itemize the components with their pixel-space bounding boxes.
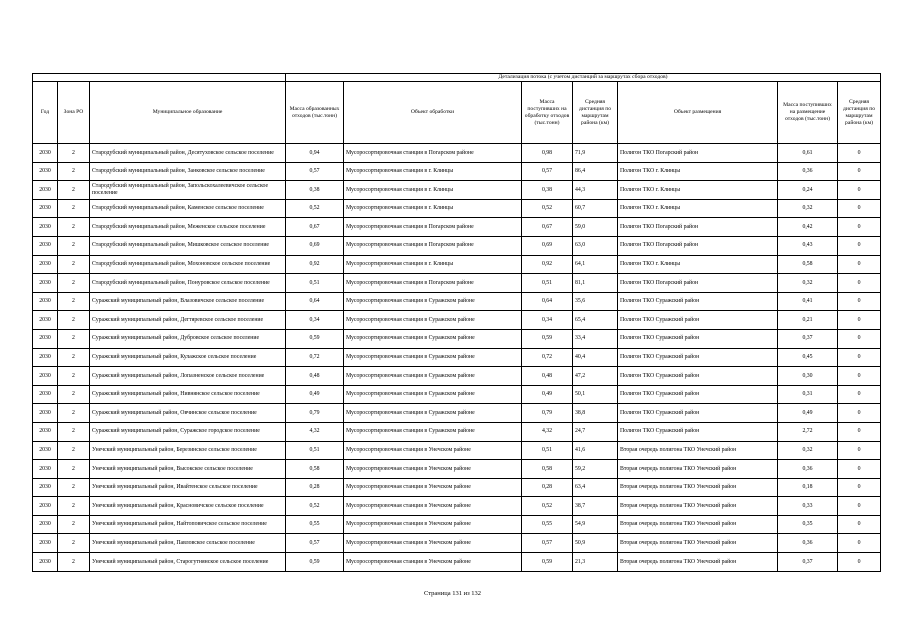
- col-year-cell: 2030: [33, 441, 58, 460]
- col-distance-disposal-cell: 0: [838, 422, 881, 441]
- col-mass-processed-cell: 0,48: [522, 367, 573, 386]
- col-distance-disposal-cell: 0: [838, 404, 881, 423]
- col-municipality-cell: Стародубский муниципальный район, Мишковское сельское поселение: [90, 236, 286, 255]
- table-row: [33, 497, 881, 516]
- col-zone-cell: 2: [58, 367, 90, 386]
- col-zone-header: Зона РО: [58, 82, 90, 144]
- col-mass-disposed-cell: 0,49: [778, 404, 838, 423]
- col-distance-processing-cell: 63,0: [573, 236, 618, 255]
- col-processing-object-cell: Мусоросортировочная станция в Унечском районе: [344, 534, 522, 553]
- col-mass-generated-cell: 0,49: [286, 385, 344, 404]
- col-processing-object-cell: Мусоросортировочная станция в Погарском районе: [344, 218, 522, 237]
- col-disposal-object-cell: Вторая очередь полигона ТКО Унечский район: [618, 497, 778, 516]
- col-zone-cell: 2: [58, 274, 90, 293]
- col-distance-processing-cell: 60,7: [573, 199, 618, 218]
- col-distance-disposal-cell: 0: [838, 255, 881, 274]
- col-year-cell: 2030: [33, 292, 58, 311]
- col-distance-disposal-cell: 0: [838, 348, 881, 367]
- col-distance-disposal-cell: 0: [838, 236, 881, 255]
- col-year-cell: 2030: [33, 255, 58, 274]
- col-year-cell: 2030: [33, 311, 58, 330]
- col-processing-object-cell: Мусоросортировочная станция в Суражском районе: [344, 348, 522, 367]
- col-distance-disposal-cell: 0: [838, 460, 881, 479]
- col-municipality-cell: Суражский муниципальный район, Дегтяревское сельское поселение: [90, 311, 286, 330]
- col-year-cell: 2030: [33, 422, 58, 441]
- col-distance-disposal-header: Средняя дистанция по маршрутам района (км): [838, 82, 881, 144]
- col-mass-generated-cell: 0,92: [286, 255, 344, 274]
- col-year-cell: 2030: [33, 497, 58, 516]
- col-mass-generated-cell: 0,57: [286, 162, 344, 181]
- col-distance-processing-cell: 35,6: [573, 292, 618, 311]
- col-distance-processing-cell: 50,9: [573, 534, 618, 553]
- col-distance-disposal-cell: 0: [838, 367, 881, 386]
- col-distance-processing-cell: 50,1: [573, 385, 618, 404]
- col-municipality-cell: Унечский муниципальный район, Березинское сельское поселение: [90, 441, 286, 460]
- col-mass-generated-cell: 0,79: [286, 404, 344, 423]
- col-municipality-cell: Суражский муниципальный район, Овчинское сельское поселение: [90, 404, 286, 423]
- col-mass-generated-cell: 0,58: [286, 460, 344, 479]
- col-distance-disposal-cell: 0: [838, 329, 881, 348]
- col-mass-generated-cell: 0,34: [286, 311, 344, 330]
- col-processing-object-cell: Мусоросортировочная станция в Погарском районе: [344, 144, 522, 163]
- col-disposal-object-cell: Полигон ТКО г. Клинцы: [618, 162, 778, 181]
- col-mass-disposed-cell: 0,36: [778, 534, 838, 553]
- col-mass-processed-cell: 0,72: [522, 348, 573, 367]
- col-disposal-object-cell: Полигон ТКО Суражский район: [618, 422, 778, 441]
- col-mass-disposed-cell: 0,24: [778, 181, 838, 200]
- col-mass-processed-cell: 0,58: [522, 460, 573, 479]
- col-distance-disposal-cell: 0: [838, 441, 881, 460]
- col-year-cell: 2030: [33, 236, 58, 255]
- col-mass-generated-cell: 0,52: [286, 497, 344, 516]
- col-processing-object-cell: Мусоросортировочная станция в Унечском районе: [344, 553, 522, 572]
- col-disposal-object-cell: Вторая очередь полигона ТКО Унечский район: [618, 553, 778, 572]
- col-mass-processed-cell: 0,51: [522, 274, 573, 293]
- col-year-cell: 2030: [33, 460, 58, 479]
- table-row: [33, 236, 881, 255]
- col-municipality-cell: Стародубский муниципальный район, Мохоновское сельское поселение: [90, 255, 286, 274]
- col-mass-generated-cell: 0,51: [286, 274, 344, 293]
- col-processing-object-cell: Мусоросортировочная станция в Унечском районе: [344, 478, 522, 497]
- col-processing-object-cell: Мусоросортировочная станция в Суражском районе: [344, 329, 522, 348]
- col-year-cell: 2030: [33, 274, 58, 293]
- col-year-cell: 2030: [33, 162, 58, 181]
- col-distance-processing-cell: 24,7: [573, 422, 618, 441]
- col-mass-disposed-cell: 0,32: [778, 199, 838, 218]
- col-mass-processed-cell: 0,52: [522, 199, 573, 218]
- col-disposal-object-cell: Вторая очередь полигона ТКО Унечский район: [618, 460, 778, 479]
- col-processing-object-cell: Мусоросортировочная станция в Унечском районе: [344, 460, 522, 479]
- col-mass-processed-cell: 0,57: [522, 534, 573, 553]
- table-row: [33, 534, 881, 553]
- col-municipality-cell: Суражский муниципальный район, Нивнянское сельское поселение: [90, 385, 286, 404]
- col-mass-disposed-cell: 0,37: [778, 329, 838, 348]
- table-body: [33, 144, 881, 572]
- col-mass-generated-cell: 0,28: [286, 478, 344, 497]
- col-distance-processing-cell: 38,7: [573, 497, 618, 516]
- col-mass-disposed-cell: 0,42: [778, 218, 838, 237]
- col-mass-processed-cell: 0,28: [522, 478, 573, 497]
- col-distance-processing-header: Средняя дистанция по маршрутам района (км): [573, 82, 618, 144]
- col-distance-processing-cell: 33,4: [573, 329, 618, 348]
- col-mass-generated-cell: 0,51: [286, 441, 344, 460]
- table-title: Детализация потока (с учетом дистанций за маршрутах сбора отходов): [286, 74, 881, 82]
- col-distance-disposal-cell: 0: [838, 515, 881, 534]
- col-year-cell: 2030: [33, 218, 58, 237]
- col-mass-generated-cell: 0,94: [286, 144, 344, 163]
- col-processing-object-cell: Мусоросортировочная станция в Суражском районе: [344, 385, 522, 404]
- col-zone-cell: 2: [58, 348, 90, 367]
- col-year-cell: 2030: [33, 385, 58, 404]
- col-disposal-object-cell: Полигон ТКО г. Клинцы: [618, 181, 778, 200]
- col-processing-object-cell: Мусоросортировочная станция в Унечском районе: [344, 497, 522, 516]
- table-row: [33, 385, 881, 404]
- col-zone-cell: 2: [58, 404, 90, 423]
- col-mass-processed-cell: 0,79: [522, 404, 573, 423]
- col-zone-cell: 2: [58, 236, 90, 255]
- col-year-cell: 2030: [33, 553, 58, 572]
- table-row: [33, 292, 881, 311]
- col-municipality-cell: Суражский муниципальный район, Суражское городское поселение: [90, 422, 286, 441]
- table-row: [33, 199, 881, 218]
- col-mass-disposed-cell: 0,37: [778, 553, 838, 572]
- table-row: [33, 274, 881, 293]
- col-year-cell: 2030: [33, 199, 58, 218]
- col-distance-disposal-cell: 0: [838, 144, 881, 163]
- table-row: [33, 553, 881, 572]
- col-disposal-object-cell: Вторая очередь полигона ТКО Унечский район: [618, 441, 778, 460]
- col-distance-disposal-cell: 0: [838, 199, 881, 218]
- col-distance-processing-cell: 41,6: [573, 441, 618, 460]
- table-row: [33, 348, 881, 367]
- col-mass-processed-cell: 0,49: [522, 385, 573, 404]
- col-processing-object-cell: Мусоросортировочная станция в Погарском районе: [344, 236, 522, 255]
- col-mass-processed-cell: 0,59: [522, 329, 573, 348]
- table-row: [33, 441, 881, 460]
- col-municipality-cell: Суражский муниципальный район, Дубровское сельское поселение: [90, 329, 286, 348]
- col-disposal-object-cell: Полигон ТКО Суражский район: [618, 292, 778, 311]
- col-mass-processed-cell: 0,92: [522, 255, 573, 274]
- col-zone-cell: 2: [58, 255, 90, 274]
- col-processing-object-cell: Мусоросортировочная станция в Суражском районе: [344, 422, 522, 441]
- col-distance-disposal-cell: 0: [838, 274, 881, 293]
- col-mass-generated-cell: 0,38: [286, 181, 344, 200]
- col-distance-disposal-cell: 0: [838, 181, 881, 200]
- col-mass-processed-cell: 0,69: [522, 236, 573, 255]
- col-mass-disposed-cell: 0,18: [778, 478, 838, 497]
- col-disposal-object-header: Объект размещения: [618, 82, 778, 144]
- col-mass-generated-cell: 0,57: [286, 534, 344, 553]
- col-zone-cell: 2: [58, 422, 90, 441]
- col-processing-object-cell: Мусоросортировочная станция в г. Клинцы: [344, 181, 522, 200]
- col-disposal-object-cell: Полигон ТКО Суражский район: [618, 385, 778, 404]
- col-mass-generated-cell: 0,69: [286, 236, 344, 255]
- table-row: [33, 311, 881, 330]
- col-disposal-object-cell: Полигон ТКО Погарский район: [618, 144, 778, 163]
- table-row: [33, 460, 881, 479]
- col-year-cell: 2030: [33, 478, 58, 497]
- table-row: [33, 367, 881, 386]
- col-mass-disposed-cell: 0,30: [778, 367, 838, 386]
- col-mass-disposed-cell: 0,36: [778, 162, 838, 181]
- col-mass-generated-cell: 0,48: [286, 367, 344, 386]
- col-mass-disposed-cell: 0,31: [778, 385, 838, 404]
- col-mass-generated-cell: 0,64: [286, 292, 344, 311]
- table-row: [33, 329, 881, 348]
- col-mass-processed-cell: 0,34: [522, 311, 573, 330]
- col-mass-generated-cell: 0,59: [286, 329, 344, 348]
- col-disposal-object-cell: Полигон ТКО Суражский район: [618, 404, 778, 423]
- col-disposal-object-cell: Вторая очередь полигона ТКО Унечский район: [618, 534, 778, 553]
- col-mass-disposed-cell: 0,45: [778, 348, 838, 367]
- col-zone-cell: 2: [58, 385, 90, 404]
- col-distance-processing-cell: 21,3: [573, 553, 618, 572]
- col-disposal-object-cell: Полигон ТКО г. Клинцы: [618, 255, 778, 274]
- col-processing-object-cell: Мусоросортировочная станция в Унечском районе: [344, 515, 522, 534]
- col-year-cell: 2030: [33, 144, 58, 163]
- table-row: [33, 181, 881, 200]
- col-year-cell: 2030: [33, 181, 58, 200]
- col-year-cell: 2030: [33, 348, 58, 367]
- col-zone-cell: 2: [58, 292, 90, 311]
- col-zone-cell: 2: [58, 534, 90, 553]
- col-zone-cell: 2: [58, 162, 90, 181]
- col-mass-disposed-cell: 0,58: [778, 255, 838, 274]
- col-municipality-cell: Суражский муниципальный район, Кулажское сельское поселение: [90, 348, 286, 367]
- col-disposal-object-cell: Вторая очередь полигона ТКО Унечский район: [618, 515, 778, 534]
- page-number: Страница 131 из 132: [423, 590, 482, 597]
- col-disposal-object-cell: Вторая очередь полигона ТКО Унечский район: [618, 478, 778, 497]
- col-municipality-cell: Суражский муниципальный район, Лопазненское сельское поселение: [90, 367, 286, 386]
- col-disposal-object-cell: Полигон ТКО Погарский район: [618, 274, 778, 293]
- col-year-header: Год: [33, 82, 58, 144]
- col-distance-processing-cell: 64,1: [573, 255, 618, 274]
- col-zone-cell: 2: [58, 311, 90, 330]
- col-processing-object-cell: Мусоросортировочная станция в г. Клинцы: [344, 162, 522, 181]
- title-blank-cell: [33, 74, 286, 82]
- col-municipality-cell: Унечский муниципальный район, Красновичское сельское поселение: [90, 497, 286, 516]
- col-municipality-header: Муниципальное образование: [90, 82, 286, 144]
- col-distance-disposal-cell: 0: [838, 497, 881, 516]
- col-distance-processing-cell: 86,4: [573, 162, 618, 181]
- col-mass-processed-cell: 0,38: [522, 181, 573, 200]
- col-processing-object-cell: Мусоросортировочная станция в Суражском районе: [344, 404, 522, 423]
- col-mass-generated-cell: 0,52: [286, 199, 344, 218]
- table-row: [33, 422, 881, 441]
- col-mass-disposed-cell: 0,43: [778, 236, 838, 255]
- col-zone-cell: 2: [58, 478, 90, 497]
- table-row: [33, 478, 881, 497]
- col-mass-disposed-header: Масса поступивших на размещение отходов (тыс.тонн): [778, 82, 838, 144]
- col-distance-processing-cell: 47,2: [573, 367, 618, 386]
- col-mass-disposed-cell: 0,32: [778, 274, 838, 293]
- col-disposal-object-cell: Полигон ТКО Погарский район: [618, 236, 778, 255]
- col-municipality-cell: Унечский муниципальный район, Павловское сельское поселение: [90, 534, 286, 553]
- col-municipality-cell: Стародубский муниципальный район, Меженское сельское поселение: [90, 218, 286, 237]
- col-distance-processing-cell: 44,3: [573, 181, 618, 200]
- col-mass-processed-cell: 0,98: [522, 144, 573, 163]
- col-zone-cell: 2: [58, 329, 90, 348]
- col-distance-disposal-cell: 0: [838, 385, 881, 404]
- col-disposal-object-cell: Полигон ТКО Суражский район: [618, 348, 778, 367]
- col-processing-object-cell: Мусоросортировочная станция в Унечском районе: [344, 441, 522, 460]
- col-mass-generated-header: Масса образованных отходов (тыс.тонн): [286, 82, 344, 144]
- col-zone-cell: 2: [58, 497, 90, 516]
- col-mass-generated-cell: 0,67: [286, 218, 344, 237]
- col-mass-processed-cell: 4,32: [522, 422, 573, 441]
- col-municipality-cell: Унечский муниципальный район, Старогутнянское сельское поселение: [90, 553, 286, 572]
- header-row: [33, 82, 881, 144]
- col-distance-disposal-cell: 0: [838, 478, 881, 497]
- col-mass-disposed-cell: 0,41: [778, 292, 838, 311]
- col-distance-processing-cell: 38,8: [573, 404, 618, 423]
- col-mass-processed-cell: 0,52: [522, 497, 573, 516]
- col-distance-disposal-cell: 0: [838, 162, 881, 181]
- table-row: [33, 218, 881, 237]
- col-year-cell: 2030: [33, 515, 58, 534]
- col-zone-cell: 2: [58, 460, 90, 479]
- col-distance-disposal-cell: 0: [838, 534, 881, 553]
- col-mass-disposed-cell: 0,36: [778, 460, 838, 479]
- col-municipality-cell: Стародубский муниципальный район, Запольскохалеевичское сельское поселение: [90, 181, 286, 200]
- col-mass-processed-cell: 0,64: [522, 292, 573, 311]
- col-mass-disposed-cell: 0,35: [778, 515, 838, 534]
- col-mass-processed-cell: 0,55: [522, 515, 573, 534]
- col-mass-processed-cell: 0,67: [522, 218, 573, 237]
- col-mass-processed-cell: 0,59: [522, 553, 573, 572]
- col-year-cell: 2030: [33, 367, 58, 386]
- col-disposal-object-cell: Полигон ТКО г. Клинцы: [618, 199, 778, 218]
- col-processing-object-cell: Мусоросортировочная станция в Суражском районе: [344, 292, 522, 311]
- col-zone-cell: 2: [58, 515, 90, 534]
- col-distance-disposal-cell: 0: [838, 311, 881, 330]
- col-year-cell: 2030: [33, 534, 58, 553]
- table-row: [33, 515, 881, 534]
- col-mass-processed-cell: 0,51: [522, 441, 573, 460]
- col-distance-processing-cell: 59,0: [573, 218, 618, 237]
- col-mass-generated-cell: 0,72: [286, 348, 344, 367]
- col-zone-cell: 2: [58, 441, 90, 460]
- col-processing-object-cell: Мусоросортировочная станция в Суражском районе: [344, 367, 522, 386]
- col-distance-processing-cell: 65,4: [573, 311, 618, 330]
- col-mass-generated-cell: 0,55: [286, 515, 344, 534]
- col-municipality-cell: Унечский муниципальный район, Ивайтенское сельское поселение: [90, 478, 286, 497]
- col-municipality-cell: Унечский муниципальный район, Высокское сельское поселение: [90, 460, 286, 479]
- col-distance-processing-cell: 40,4: [573, 348, 618, 367]
- col-mass-generated-cell: 4,32: [286, 422, 344, 441]
- col-processing-object-cell: Мусоросортировочная станция в Погарском районе: [344, 274, 522, 293]
- flow-detail-table: [32, 73, 881, 572]
- col-zone-cell: 2: [58, 553, 90, 572]
- col-mass-disposed-cell: 2,72: [778, 422, 838, 441]
- table-row: [33, 144, 881, 163]
- col-zone-cell: 2: [58, 218, 90, 237]
- col-zone-cell: 2: [58, 199, 90, 218]
- col-mass-disposed-cell: 0,32: [778, 441, 838, 460]
- col-processing-object-cell: Мусоросортировочная станция в Суражском районе: [344, 311, 522, 330]
- table-row: [33, 255, 881, 274]
- col-distance-processing-cell: 71,9: [573, 144, 618, 163]
- col-mass-disposed-cell: 0,21: [778, 311, 838, 330]
- col-zone-cell: 2: [58, 181, 90, 200]
- col-municipality-cell: Стародубский муниципальный район, Десятуховское сельское поселение: [90, 144, 286, 163]
- col-zone-cell: 2: [58, 144, 90, 163]
- col-mass-processed-header: Масса поступивших на обработку отходов (тыс.тонн): [522, 82, 573, 144]
- col-distance-disposal-cell: 0: [838, 218, 881, 237]
- table-row: [33, 162, 881, 181]
- col-processing-object-cell: Мусоросортировочная станция в г. Клинцы: [344, 199, 522, 218]
- col-distance-processing-cell: 63,4: [573, 478, 618, 497]
- col-distance-processing-cell: 81,1: [573, 274, 618, 293]
- col-disposal-object-cell: Полигон ТКО Суражский район: [618, 329, 778, 348]
- col-year-cell: 2030: [33, 329, 58, 348]
- col-distance-disposal-cell: 0: [838, 292, 881, 311]
- col-processing-object-cell: Мусоросортировочная станция в г. Клинцы: [344, 255, 522, 274]
- col-mass-disposed-cell: 0,61: [778, 144, 838, 163]
- col-municipality-cell: Суражский муниципальный район, Влазовичское сельское поселение: [90, 292, 286, 311]
- table-row: [33, 404, 881, 423]
- col-disposal-object-cell: Полигон ТКО Суражский район: [618, 311, 778, 330]
- col-disposal-object-cell: Полигон ТКО Суражский район: [618, 367, 778, 386]
- col-distance-processing-cell: 59,2: [573, 460, 618, 479]
- col-municipality-cell: Стародубский муниципальный район, Занковское сельское поселение: [90, 162, 286, 181]
- col-mass-disposed-cell: 0,33: [778, 497, 838, 516]
- col-processing-object-header: Объект обработки: [344, 82, 522, 144]
- col-mass-processed-cell: 0,57: [522, 162, 573, 181]
- col-municipality-cell: Унечский муниципальный район, Найтоповичское сельское поселение: [90, 515, 286, 534]
- col-mass-generated-cell: 0,59: [286, 553, 344, 572]
- col-disposal-object-cell: Полигон ТКО Погарский район: [618, 218, 778, 237]
- col-year-cell: 2030: [33, 404, 58, 423]
- col-municipality-cell: Стародубский муниципальный район, Каменское сельское поселение: [90, 199, 286, 218]
- col-distance-disposal-cell: 0: [838, 553, 881, 572]
- col-distance-processing-cell: 54,9: [573, 515, 618, 534]
- col-municipality-cell: Стародубский муниципальный район, Понуровское сельское поселение: [90, 274, 286, 293]
